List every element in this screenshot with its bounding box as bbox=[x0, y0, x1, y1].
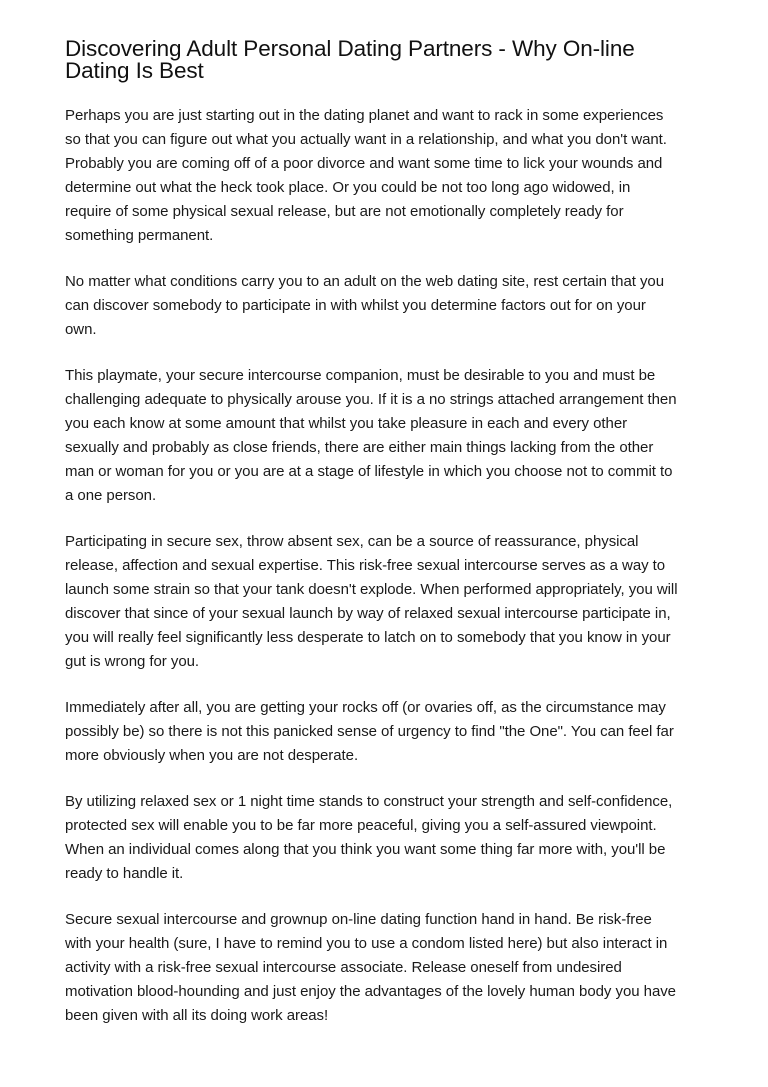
text-line: gut is wrong for you. bbox=[65, 653, 200, 670]
text-line: something permanent. bbox=[65, 227, 214, 244]
text-line: Immediately after all, you are getting your rocks off (or ovaries off, as the circumstance may bbox=[65, 699, 666, 716]
text-line: been given with all its doing work areas! bbox=[65, 1007, 329, 1024]
paragraph-6 bbox=[65, 790, 715, 886]
text-line: determine out what the heck took place. Or you could be not too long ago widowed, in bbox=[65, 179, 631, 196]
text-line: launch some strain so that your tank doesn't explode. When performed appropriately, you will bbox=[65, 581, 678, 598]
text-line: Participating in secure sex, throw absent sex, can be a source of reassurance, physical bbox=[65, 533, 639, 550]
text-line: with your health (sure, I have to remind you to use a condom listed here) but also interact in bbox=[65, 935, 668, 952]
title-line: Discovering Adult Personal Dating Partners - Why On-line bbox=[65, 36, 635, 61]
text-line: you each know at some amount that whilst you take pleasure in each and every other bbox=[65, 415, 628, 432]
text-line: Probably you are coming off of a poor divorce and want some time to lick your wounds and bbox=[65, 155, 663, 172]
text-line: No matter what conditions carry you to an adult on the web dating site, rest certain that you bbox=[65, 273, 665, 290]
document-title bbox=[65, 38, 715, 82]
text-line: challenging adequate to physically arouse you. If it is a no strings attached arrangement then bbox=[65, 391, 677, 408]
text-line: activity with a risk-free sexual intercourse associate. Release oneself from undesired bbox=[65, 959, 622, 976]
text-line: man or woman for you or you are at a stage of lifestyle in which you choose not to commit to bbox=[65, 463, 673, 480]
text-line: you will really feel significantly less desperate to latch on to somebody that you know in your bbox=[65, 629, 671, 646]
paragraph-4 bbox=[65, 530, 715, 674]
text-line: sexually and probably as close friends, there are either main things lacking from the other bbox=[65, 439, 654, 456]
text-line: can discover somebody to participate in with whilst you determine factors out for on your bbox=[65, 297, 646, 314]
title-line: Dating Is Best bbox=[65, 58, 204, 83]
text-line: discover that since of your sexual launch by way of relaxed sexual intercourse participate in, bbox=[65, 605, 671, 622]
text-line: Perhaps you are just starting out in the dating planet and want to rack in some experiences bbox=[65, 107, 664, 124]
paragraph-5 bbox=[65, 696, 715, 768]
text-line: protected sex will enable you to be far more peaceful, giving you a self-assured viewpoint. bbox=[65, 817, 657, 834]
paragraph-7 bbox=[65, 908, 715, 1028]
text-line: possibly be) so there is not this panicked sense of urgency to find "the One". You can feel far bbox=[65, 723, 674, 740]
text-line: Secure sexual intercourse and grownup on-line dating function hand in hand. Be risk-free bbox=[65, 911, 652, 928]
paragraph-2 bbox=[65, 270, 715, 342]
text-line: By utilizing relaxed sex or 1 night time stands to construct your strength and self-confidence, bbox=[65, 793, 673, 810]
text-line: a one person. bbox=[65, 487, 157, 504]
text-line: When an individual comes along that you think you want some thing far more with, you'll be bbox=[65, 841, 666, 858]
text-line: release, affection and sexual expertise. This risk-free sexual intercourse serves as a way to bbox=[65, 557, 666, 574]
text-line: motivation blood-hounding and just enjoy the advantages of the lovely human body you have bbox=[65, 983, 676, 1000]
paragraph-3 bbox=[65, 364, 715, 508]
text-line: own. bbox=[65, 321, 97, 338]
text-line: so that you can figure out what you actually want in a relationship, and what you don't want. bbox=[65, 131, 667, 148]
paragraph-1 bbox=[65, 104, 715, 248]
text-line: require of some physical sexual release, but are not emotionally completely ready for bbox=[65, 203, 624, 220]
document-page bbox=[65, 38, 715, 1050]
text-line: This playmate, your secure intercourse companion, must be desirable to you and must be bbox=[65, 367, 656, 384]
text-line: more obviously when you are not desperate. bbox=[65, 747, 359, 764]
text-line: ready to handle it. bbox=[65, 865, 184, 882]
